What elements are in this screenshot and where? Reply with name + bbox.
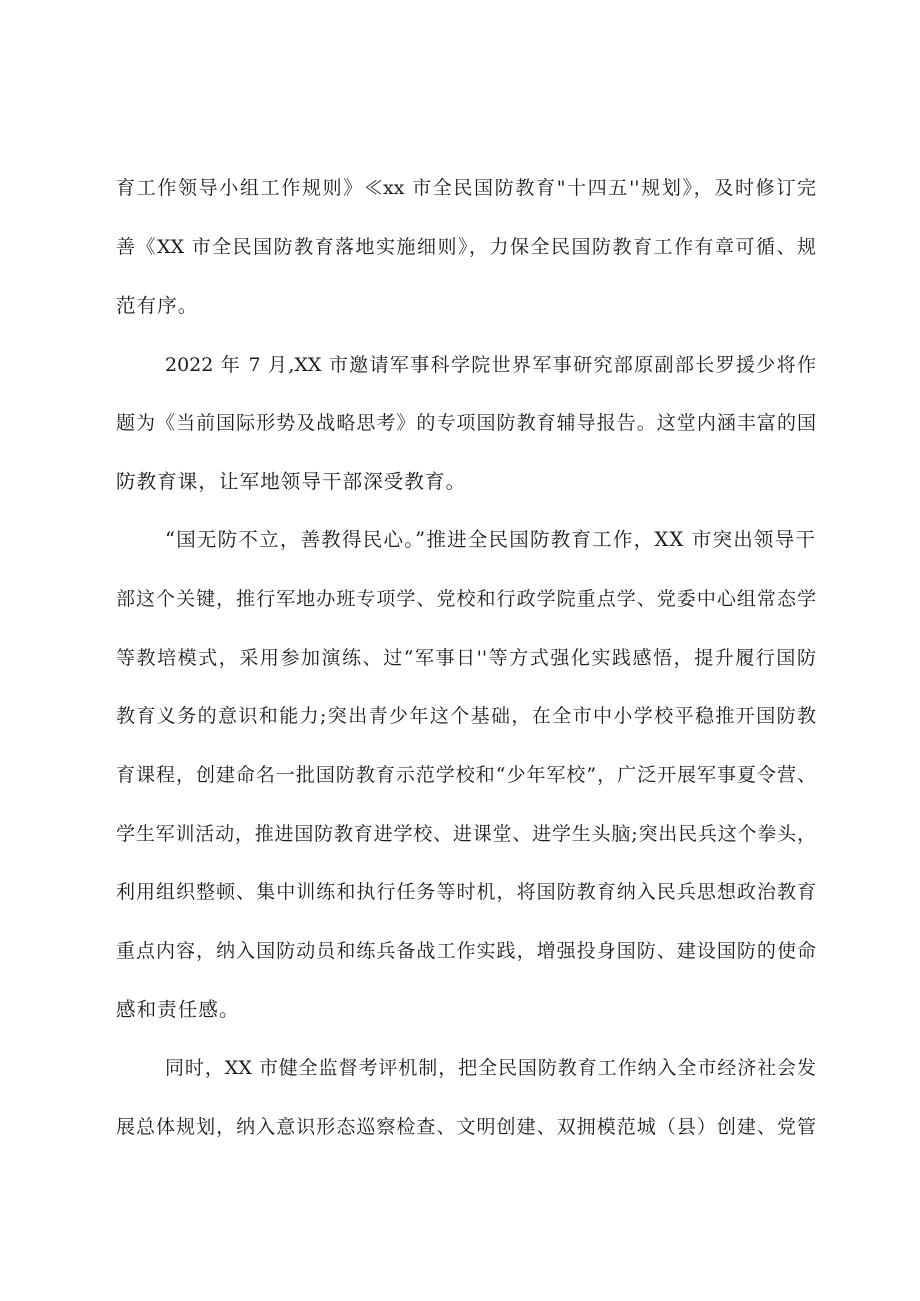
text-line: 题为《当前国际形势及战略思考》的专项国防教育辅导报告。这堂内涵丰富的国 bbox=[116, 412, 816, 434]
text-line: 教育义务的意识和能力;突出青少年这个基础，在全市中小学校平稳推开国防教 bbox=[116, 705, 816, 727]
text-line: 善《XX 市全民国防教育落地实施细则》，力保全民国防教育工作有章可循、规 bbox=[116, 236, 816, 258]
text-line: 防教育课，让军地领导干部深受教育。 bbox=[116, 470, 467, 493]
text-line: 感和责任感。 bbox=[116, 998, 240, 1021]
text-line: 2022 年 7 月,XX 市邀请军事科学院世界军事研究部原副部长罗援少将作 bbox=[165, 354, 816, 376]
text-line: 育课程，创建命名一批国防教育示范学校和“少年军校”，广泛开展军事夏令营、 bbox=[116, 764, 816, 786]
text-line: 育工作领导小组工作规则》≪xx 市全民国防教育"十四五''规划》，及时修订完 bbox=[116, 177, 816, 199]
text-line: 范有序。 bbox=[116, 294, 199, 317]
text-line: 重点内容，纳入国防动员和练兵备战工作实践，增强投身国防、建设国防的使命 bbox=[116, 940, 816, 962]
text-line: 展总体规划，纳入意识形态巡察检查、文明创建、双拥模范城（县）创建、党管 bbox=[116, 1116, 816, 1138]
text-line: 学生军训活动，推进国防教育进学校、进课堂、进学生头脑;突出民兵这个拳头， bbox=[116, 823, 816, 845]
text-line: “国无防不立，善教得民心。”推进全民国防教育工作，XX 市突出领导干 bbox=[165, 528, 816, 551]
text-line: 部这个关键，推行军地办班专项学、党校和行政学院重点学、党委中心组常态学 bbox=[116, 588, 816, 610]
text-line: 利用组织整顿、集中训练和执行任务等时机，将国防教育纳入民兵思想政治教育 bbox=[116, 881, 816, 903]
text-line: 同时，XX 市健全监督考评机制，把全民国防教育工作纳入全市经济社会发 bbox=[165, 1057, 816, 1079]
text-line: 等教培模式，采用参加演练、过“军事日''等方式强化实践感悟，提升履行国防 bbox=[116, 647, 816, 669]
